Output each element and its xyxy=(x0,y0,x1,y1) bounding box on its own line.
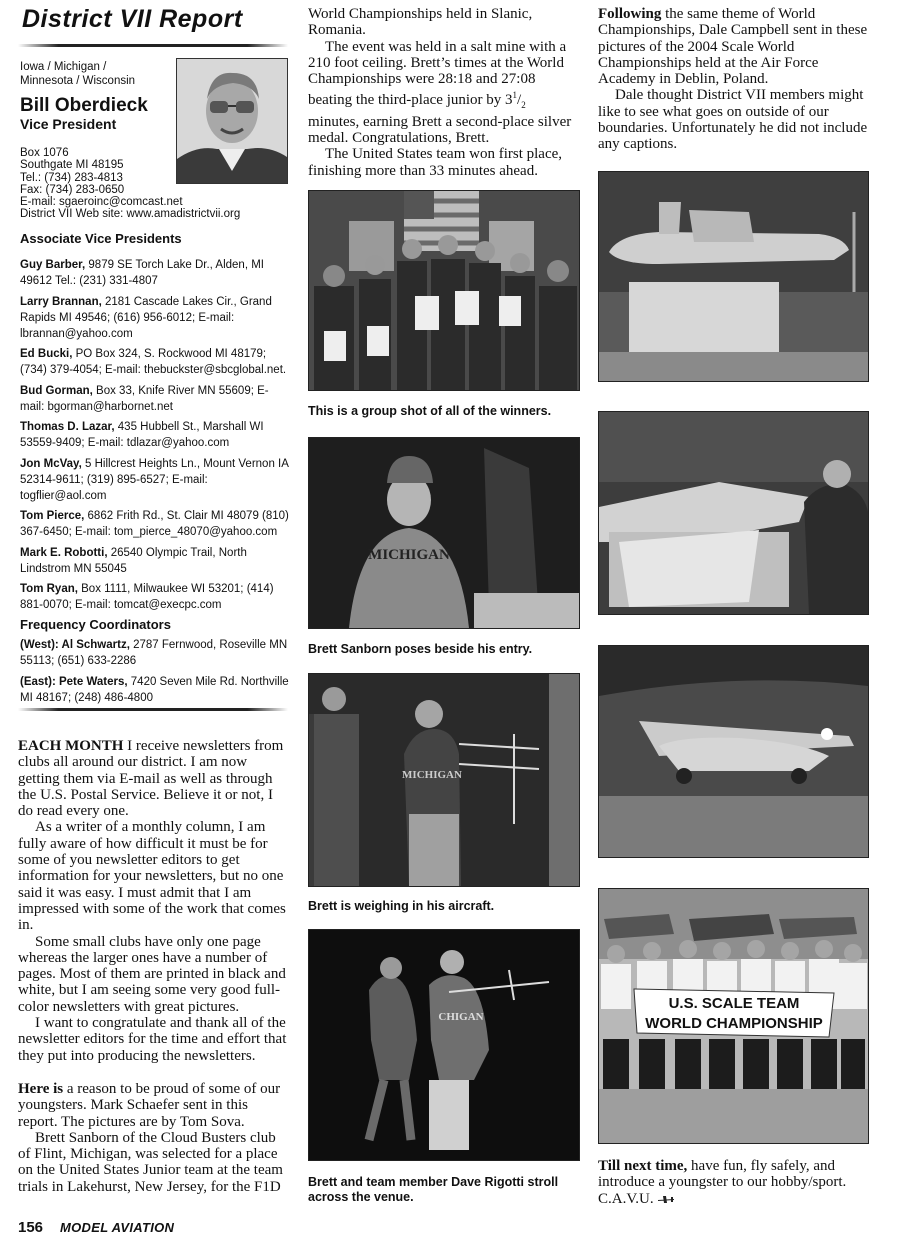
vp-title: Vice President xyxy=(20,116,117,132)
paragraph: Brett Sanborn of the Cloud Busters club of Flint, Michigan, was selected for a place on the United States Junior team at the team trials in Lakehurst, New Jersey, for the F1D xyxy=(18,1129,283,1195)
column3-body xyxy=(598,6,868,153)
associate-entry: Ed Bucki, PO Box 324, S. Rockwood MI 48179; (734) 379-4054; E-mail: thebuckster@sbcglobal.net. xyxy=(20,348,287,376)
caption: Brett Sanborn poses beside his entry. xyxy=(308,642,533,656)
associate-entry: Tom Ryan, Box 1111, Milwaukee WI 53201; (414) 881-0070; E-mail: tomcat@execpc.com xyxy=(20,583,274,611)
photo-scale-plane-1 xyxy=(598,171,869,382)
contact-line: E-mail: sgaeroinc@comcast.net xyxy=(20,196,183,209)
photo-scale-plane-3 xyxy=(598,645,869,858)
contact-line: Tel.: (734) 283-4813 xyxy=(20,171,123,184)
page-number: 156 xyxy=(18,1219,44,1236)
paragraph: As a writer of a monthly column, I am fully aware of how difficult it must be for some of you newsletter editors to get information for your newsletters, but no one said it was easy. I must admit that I am impressed with some of the work that comes in. xyxy=(18,819,286,934)
frequency-entry: (West): Al Schwartz, 2787 Fernwood, Roseville MN 55113; (651) 633-2286 xyxy=(20,639,288,667)
associates-list xyxy=(20,257,290,618)
contact-line: District VII Web site: www.amadistrictvii.org xyxy=(20,208,241,221)
frequency-heading: Frequency Coordinators xyxy=(20,617,171,632)
sweatshirt-text: MICHIGAN xyxy=(368,547,450,563)
contact-line: Southgate MI 48195 xyxy=(20,159,124,172)
banner-text: U.S. SCALE TEAM xyxy=(668,995,800,1012)
column1-body xyxy=(18,738,290,1195)
paragraph: Dale thought District VII members might like to see what goes on outside of our boundaries. Unfortunately he did not include any captions. xyxy=(598,87,868,153)
associate-entry: Tom Pierce, 6862 Frith Rd., St. Clair MI 48079 (810) 367-6450; E-mail: tom_pierce_48070@yahoo.com xyxy=(20,510,289,538)
sidebar-divider xyxy=(18,708,288,711)
associate-entry: Jon McVay, 5 Hillcrest Heights Ln., Mount Vernon IA 52314-9611; (319) 895-6527; E-mail: togflier@aol.com xyxy=(20,457,289,502)
associate-entry: Larry Brannan, 2181 Cascade Lakes Cir., Grand Rapids MI 49546; (616) 956-6012; E-mail: lbrannan@yahoo.com xyxy=(20,295,272,340)
frequency-list xyxy=(20,637,290,710)
banner-text: WORLD CHAMPIONSHIP xyxy=(645,1015,823,1032)
associate-entry: Bud Gorman, Box 33, Knife River MN 55609; E-mail: bgorman@harbornet.net xyxy=(20,384,269,413)
associate-entry: Mark E. Robotti, 26540 Olympic Trail, North Lindstrom MN 55045 xyxy=(20,546,247,575)
contact-line: Box 1076 xyxy=(20,147,69,159)
magazine-name: MODEL AVIATION xyxy=(60,1220,175,1235)
photo-brett-poses xyxy=(308,437,580,629)
contact-line: Fax: (734) 283-0650 xyxy=(20,183,125,196)
sweatshirt-text: MICHIGAN xyxy=(402,769,462,781)
paragraph: The event was held in a salt mine with a 210 foot ceiling. Brett’s times at the World Championships were 28:18 and 27:08 beating the third-place junior by $3^1/_2$ minutes, earning Brett a second-place silver medal. Congratulations, Brett. xyxy=(308,38,572,147)
photo-brett-stroll xyxy=(308,929,580,1161)
paragraph: The United States team won first place, finishing more than 33 minutes ahead. xyxy=(308,146,563,179)
sweatshirt-text: CHIGAN xyxy=(438,1011,484,1023)
vp-contact-block xyxy=(20,147,290,221)
region-line: Minnesota / Wisconsin xyxy=(20,75,136,87)
frequency-entry: (East): Pete Waters, 7420 Seven Mile Rd. Northville MI 48167; (248) 486-4800 xyxy=(20,675,289,704)
paragraph: EACH MONTH I receive newsletters from clubs all around our district. I am now getting them via E-mail as well as through the U.S. Postal Service. Believe it or not, I do read every one. xyxy=(18,738,284,820)
vp-region xyxy=(20,60,170,88)
photo-scale-plane-2 xyxy=(598,411,869,615)
paragraph: Following the same theme of World Championships, Dale Campbell sent in these pictures of the 2004 Scale World Championships held at the Air Force Academy in Deblin, Poland. xyxy=(598,6,868,88)
column2-body xyxy=(308,6,578,179)
paragraph: Till next time, have fun, fly safely, and introduce a youngster to our hobby/sport. C.A.V.U. xyxy=(598,1158,847,1207)
closing-text xyxy=(598,1158,868,1207)
caption: This is a group shot of all of the winners. xyxy=(308,404,552,418)
associate-entry: Guy Barber, 9879 SE Torch Lake Dr., Alden, MI 49612 Tel.: (231) 331-4807 xyxy=(20,259,264,287)
photo-us-scale-team xyxy=(598,888,869,1144)
cavu-plane-icon xyxy=(657,1191,675,1207)
paragraph: Some small clubs have only one page whereas the larger ones have a number of pages. Most of them are printed in black and white, but I am seeing some very good full-color newsletters with great pictures. xyxy=(18,933,286,1015)
caption: Brett and team member Dave Rigotti stroll across the venue. xyxy=(308,1175,559,1204)
photo-brett-weighing xyxy=(308,673,580,887)
column-title: District VII Report xyxy=(22,5,243,33)
title-divider xyxy=(18,44,288,47)
vp-name: Bill Oberdieck xyxy=(20,95,148,116)
associate-entry: Thomas D. Lazar, 435 Hubbell St., Marshall WI 53559-9409; E-mail: tdlazar@yahoo.com xyxy=(20,421,264,449)
paragraph: I want to congratulate and thank all of the newsletter editors for the time and effort that they put into producing the newsletters. xyxy=(18,1015,287,1064)
paragraph: World Championships held in Slanic, Romania. xyxy=(308,6,533,39)
associates-heading: Associate Vice Presidents xyxy=(20,231,182,246)
region-line: Iowa / Michigan / xyxy=(20,61,107,73)
photo-group-winners xyxy=(308,190,580,391)
caption: Brett is weighing in his aircraft. xyxy=(308,899,495,913)
paragraph: Here is a reason to be proud of some of our youngsters. Mark Schaefer sent in this report. The pictures are by Tom Sova. xyxy=(18,1080,281,1130)
